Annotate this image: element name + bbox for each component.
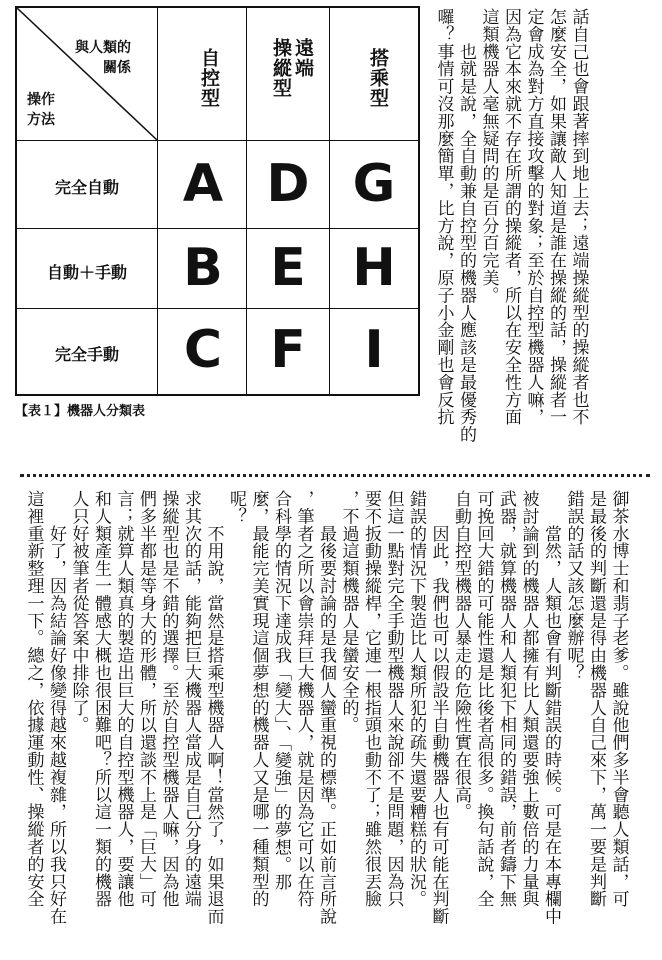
- dotted-separator: [20, 474, 650, 477]
- col-header-autonomous: 自控型: [198, 48, 220, 108]
- cell-e: E: [270, 238, 306, 298]
- upper-body-text: 話自己也會跟著摔到地上去；遠端操縱型的操縱者也不 怎麼安全，如果讓敵人知道是誰在操縱的話，操縱者一 定會成為對方直接攻擊的對象；至於自控型機器人嘛， 因為它本來就不存在所謂的操縱者，所以在安全性方面 這類機器人毫無疑問的是百分百完美。 也就是說，全自動兼自控型的機器人應該是最優秀的 囉？事情可沒那麼簡單，比方說，原子小金剛也會反抗: [433, 8, 589, 443]
- col-header-boarding: 搭乘型: [367, 48, 389, 108]
- cell-d: D: [266, 154, 310, 214]
- cell-c: C: [183, 320, 223, 380]
- corner-relation-label: 與人類的 關係: [75, 40, 131, 76]
- cell-f: F: [270, 320, 306, 380]
- table-caption: 【表１】機器人分類表: [15, 404, 146, 419]
- row-label-full-auto: 完全自動: [54, 178, 119, 197]
- robot-classification-table: [15, 6, 420, 396]
- cell-h: H: [352, 238, 396, 298]
- cell-i: I: [364, 320, 384, 380]
- cell-b: B: [183, 238, 223, 298]
- row-label-auto-manual: 自動＋手動: [46, 263, 127, 282]
- lower-body-text: 御茶水博士和翡子老爹。雖說他們多半會聽人類話，可 是最後的判斷還是得由機器人自己來下，萬一要是判斷 錯誤的話又該怎麼辦呢？ 當然，人類也會有判斷錯誤的時候。可是在本專欄中 被討論到的機器人都擁有比人類還要強上數倍的力量與 武器，就算機器人和人類犯下相同的錯誤，前者鑄下無 可挽回大錯的可能性還是比後者高很多。換句話說，全 自動自控型機器人暴走的危險性實在很高。 因此，我們也可以假設半自動機器人也有可能在判斷 錯誤的情況下製造比人類所犯的疏失還要糟糕的狀況。 但這一點對完全手動型機器人來說卻不是問題，因為只 要不扳動操縱桿，它連一根指頭也動不了；雖然很丟臉 ，不過這類機器人是蠻安全的。 最後要討論的是我個人蠻重視的標準。正如前言所說 ，筆者之所以會崇拜巨大機器人，就是因為它可以在符 合科學的情況下達成我「變大」、「變強」的夢想。那 麼，最能完美實現這個夢想的機器人又是哪一種類型的 呢？ 不用說，當然是搭乘型機器人啊！當然了，如果退而 求其次的話，能夠把巨大機器人當成是自己分身的遠端 操縱型也是不錯的選擇。至於自控型機器人嘛，因為他 們多半都是等身大的形體，所以還談不上是「巨大」可 言；就算人類真的製造出巨大的自控型機器人，要讓他 和人類產生一體感大概也很困難吧？所以這一類的機器 人只好被筆者從答案中排除了。 好了，因為結論好像變得越來越複雜，所以我只好在 這裡重新整理一下。總之，依據運動性、操縱者的安全: [23, 490, 629, 925]
- cell-g: G: [352, 154, 396, 214]
- row-label-full-manual: 完全手動: [54, 345, 119, 364]
- corner-operation-label: 操作 方法: [27, 92, 55, 128]
- col-header-remote: 遠端 操縱型: [270, 38, 314, 98]
- cell-a: A: [182, 154, 224, 214]
